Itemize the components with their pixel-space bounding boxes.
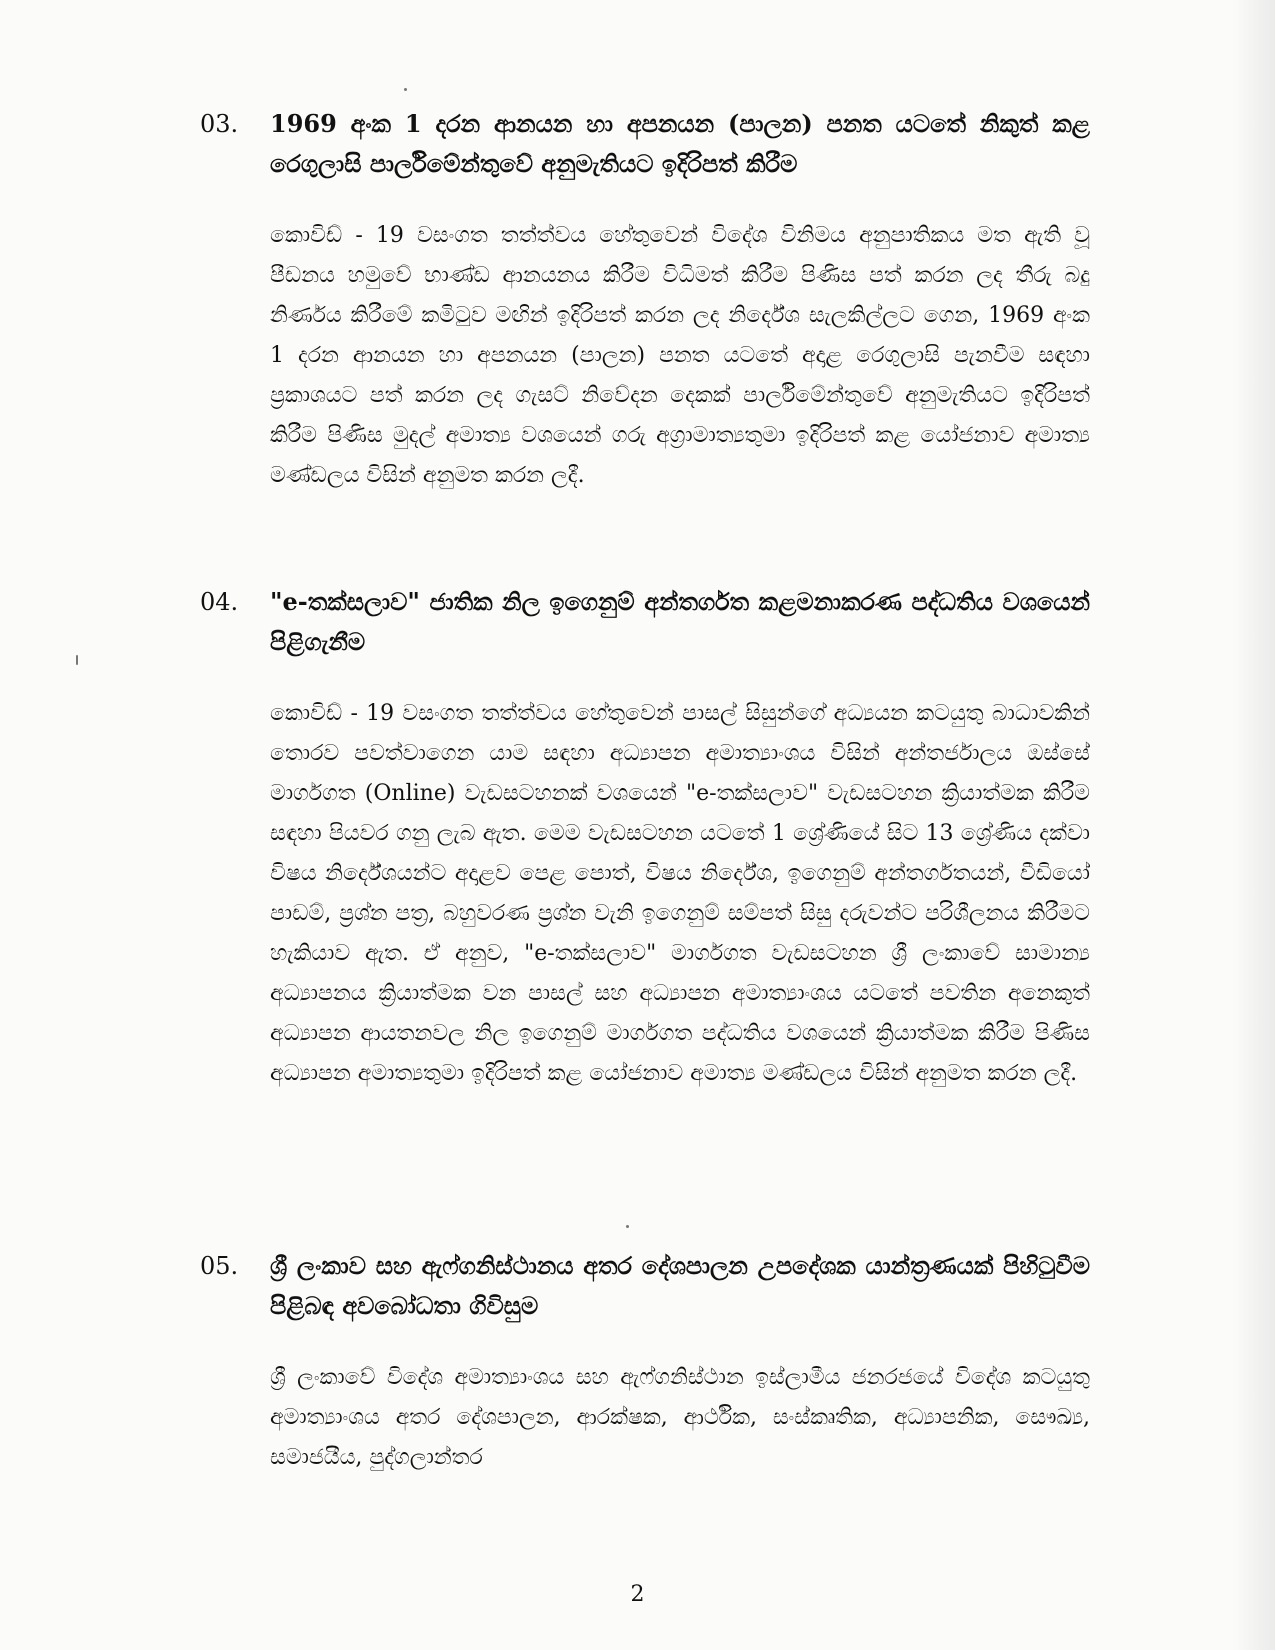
section-title: 1969 අංක 1 දරන ආනයන හා අපනයන (පාලන) පනත යටතේ නිකුත් කළ රෙගුලාසි පාර්ලිමේන්තුවේ අනුමැතියට ඉදිරිපත් කිරීම — [270, 109, 1090, 178]
section-title: "e-තක්සලාව" ජාතික නිල ඉගෙනුම් අන්තර්ගත කළමනාකරණ පද්ධතිය වශයෙන් පිළිගැනීම — [270, 587, 1090, 656]
section-body: කොවිඩ් - 19 වසංගත තත්ත්වය හේතුවෙන් විදේශ විනිමය අනුපාතිකය මත ඇති වූ පීඩනය හමුවේ භාණ්ඩ ආනයනය කිරීම විධිමත් කිරීම පිණිස පත් කරන ලද තීරු බදු නිර්ණය කිරීමේ කමිටුව මඟින් ඉදිරිපත් කරන ලද නිර්දේශ සැලකිල්ලට ගෙන, 1969 අංක 1 දරන ආනයන හා අපනයන (පාලන) පනත යටතේ අදාළ රෙගුලාසි පැනවීම සඳහා ප්‍රකාශයට පත් කරන ලද ගැසට් නිවේදන දෙකක් පාර්ලිමේන්තුවේ අනුමැතියට ඉදිරිපත් කිරීම පිණිස මුදල් අමාත්‍ය වශයෙන් ගරු අග්‍රාමාත්‍යතුමා ඉදිරිපත් කළ යෝජනාව අමාත්‍ය මණ්ඩලය විසින් අනුමත කරන ලදී. — [270, 223, 1090, 488]
page-number: 2 — [630, 1582, 645, 1607]
section-body: ශ්‍රී ලංකාවේ විදේශ අමාත්‍යාංශය සහ ඇෆ්ගනිස්ථාන ඉස්ලාමීය ජනරජයේ විදේශ කටයුතු අමාත්‍යාංශය අතර දේශපාලන, ආරක්ෂක, ආර්ථික, සංස්කෘතික, අධ්‍යාපනික, සෞඛ්‍ය, සමාජයීය, පුද්ගලාන්තර — [270, 1365, 1090, 1470]
scan-speck — [626, 1225, 629, 1228]
scan-speck — [76, 655, 78, 665]
section-number: 04. — [200, 588, 239, 616]
section-number: 03. — [200, 110, 239, 138]
section-body: කොවිඩ් - 19 වසංගත තත්ත්වය හේතුවෙන් පාසල් සිසුන්ගේ අධ්‍යයන කටයුතු බාධාවකින් තොරව පවත්වාගෙන යාම සඳහා අධ්‍යාපන අමාත්‍යාංශය විසින් අන්තර්ජාලය ඔස්සේ මාර්ගගත (Online) වැඩසටහනක් වශයෙන් "e-තක්සලාව" වැඩසටහන ක්‍රියාත්මක කිරීම සඳහා පියවර ගනු ලැබ ඇත. මෙම වැඩසටහන යටතේ 1 ශ්‍රේණියේ සිට 13 ශ්‍රේණිය දක්වා විෂය නිර්දේශයන්ට අදාළව පෙළ පොත්, විෂය නිර්දේශ, ඉගෙනුම් අන්තර්ගතයන්, වීඩියෝ පාඩම්, ප්‍රශ්න පත්‍ර, බහුවරණ ප්‍රශ්න වැනි ඉගෙනුම් සම්පත් සිසු දරුවන්ට පරිශීලනය කිරීමට හැකියාව ඇත. ඒ අනුව, "e-තක්සලාව" මාර්ගගත වැඩසටහන ශ්‍රී ලංකාවේ සාමාන්‍ය අධ්‍යාපනය ක්‍රියාත්මක වන පාසල් සහ අධ්‍යාපන අමාත්‍යාංශය යටතේ පවතින අනෙකුත් අධ්‍යාපන ආයතනවල නිල ඉගෙනුම් මාර්ගගත පද්ධතිය වශයෙන් ක්‍රියාත්මක කිරීම පිණිස අධ්‍යාපන අමාත්‍යතුමා ඉදිරිපත් කළ යෝජනාව අමාත්‍ය මණ්ඩලය විසින් අනුමත කරන ලදී. — [270, 701, 1090, 1086]
section-number: 05. — [200, 1252, 239, 1280]
section-title: ශ්‍රී ලංකාව සහ ඇෆ්ගනිස්ථානය අතර දේශපාලන උපදේශක යාන්ත්‍රණයක් පිහිටුවීම පිළිබඳ අවබෝධතා ගිවිසුම — [270, 1251, 1090, 1320]
scan-speck — [404, 88, 407, 91]
scan-edge-shadow — [1233, 0, 1275, 1650]
